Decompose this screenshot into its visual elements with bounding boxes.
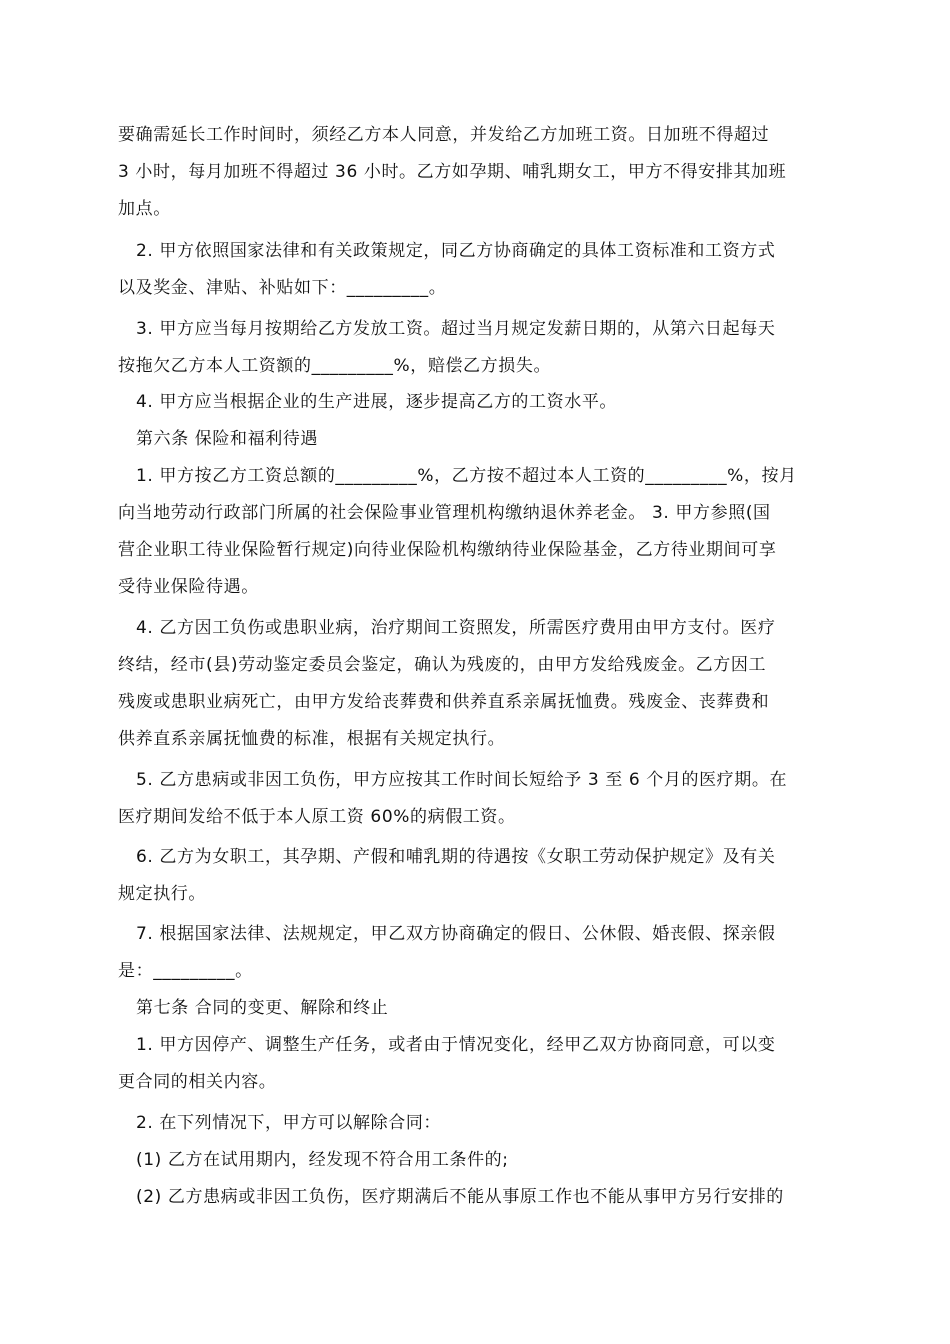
text-line: 6. 乙方为女职工，其孕期、产假和哺乳期的待遇按《女职工劳动保护规定》及有关 bbox=[136, 847, 776, 867]
text-line: 3. 甲方应当每月按期给乙方发放工资。超过当月规定发薪日期的，从第六日起每天 bbox=[136, 319, 776, 339]
text-line: 受待业保险待遇。 bbox=[118, 577, 259, 597]
text-line: 4. 乙方因工负伤或患职业病，治疗期间工资照发，所需医疗费用由甲方支付。医疗 bbox=[136, 618, 776, 638]
text-line: 更合同的相关内容。 bbox=[118, 1072, 277, 1092]
text-line: 要确需延长工作时间时，须经乙方本人同意，并发给乙方加班工资。日加班不得超过 bbox=[118, 125, 770, 145]
text-line: 医疗期间发给不低于本人原工资 60%的病假工资。 bbox=[118, 807, 516, 827]
text-line: 按拖欠乙方本人工资额的_________%，赔偿乙方损失。 bbox=[118, 356, 552, 376]
section-heading: 第七条 合同的变更、解除和终止 bbox=[136, 998, 389, 1018]
text-line: 规定执行。 bbox=[118, 884, 206, 904]
text-line: 以及奖金、津贴、补贴如下：_________。 bbox=[118, 278, 447, 298]
text-line: (2) 乙方患病或非因工负伤，医疗期满后不能从事原工作也不能从事甲方另行安排的 bbox=[136, 1187, 784, 1207]
text-line: 供养直系亲属抚恤费的标准，根据有关规定执行。 bbox=[118, 729, 506, 749]
text-line: 2. 在下列情况下，甲方可以解除合同： bbox=[136, 1113, 442, 1133]
text-line: 1. 甲方按乙方工资总额的_________%，乙方按不超过本人工资的_________%，按月 bbox=[136, 466, 797, 486]
text-line: 1. 甲方因停产、调整生产任务，或者由于情况变化，经甲乙双方协商同意，可以变 bbox=[136, 1035, 776, 1055]
text-line: 残废或患职业病死亡，由甲方发给丧葬费和供养直系亲属抚恤费。残废金、丧葬费和 bbox=[118, 692, 770, 712]
section-heading: 第六条 保险和福利待遇 bbox=[136, 429, 319, 449]
text-line: 加点。 bbox=[118, 199, 171, 219]
text-line: 5. 乙方患病或非因工负伤，甲方应按其工作时间长短给予 3 至 6 个月的医疗期。在 bbox=[136, 770, 788, 790]
text-line: 是：_________。 bbox=[118, 961, 253, 981]
text-line: 2. 甲方依照国家法律和有关政策规定，同乙方协商确定的具体工资标准和工资方式 bbox=[136, 241, 776, 261]
text-line: (1) 乙方在试用期内，经发现不符合用工条件的; bbox=[136, 1150, 509, 1170]
text-line: 终结，经市(县)劳动鉴定委员会鉴定，确认为残废的，由甲方发给残废金。乙方因工 bbox=[118, 655, 767, 675]
text-line: 7. 根据国家法律、法规规定，甲乙双方协商确定的假日、公休假、婚丧假、探亲假 bbox=[136, 924, 776, 944]
text-line: 向当地劳动行政部门所属的社会保险事业管理机构缴纳退休养老金。 3. 甲方参照(国 bbox=[118, 503, 771, 523]
text-line: 营企业职工待业保险暂行规定)向待业保险机构缴纳待业保险基金，乙方待业期间可享 bbox=[118, 540, 777, 560]
text-line: 3 小时，每月加班不得超过 36 小时。乙方如孕期、哺乳期女工，甲方不得安排其加班 bbox=[118, 162, 787, 182]
text-line: 4. 甲方应当根据企业的生产进展，逐步提高乙方的工资水平。 bbox=[136, 392, 618, 412]
